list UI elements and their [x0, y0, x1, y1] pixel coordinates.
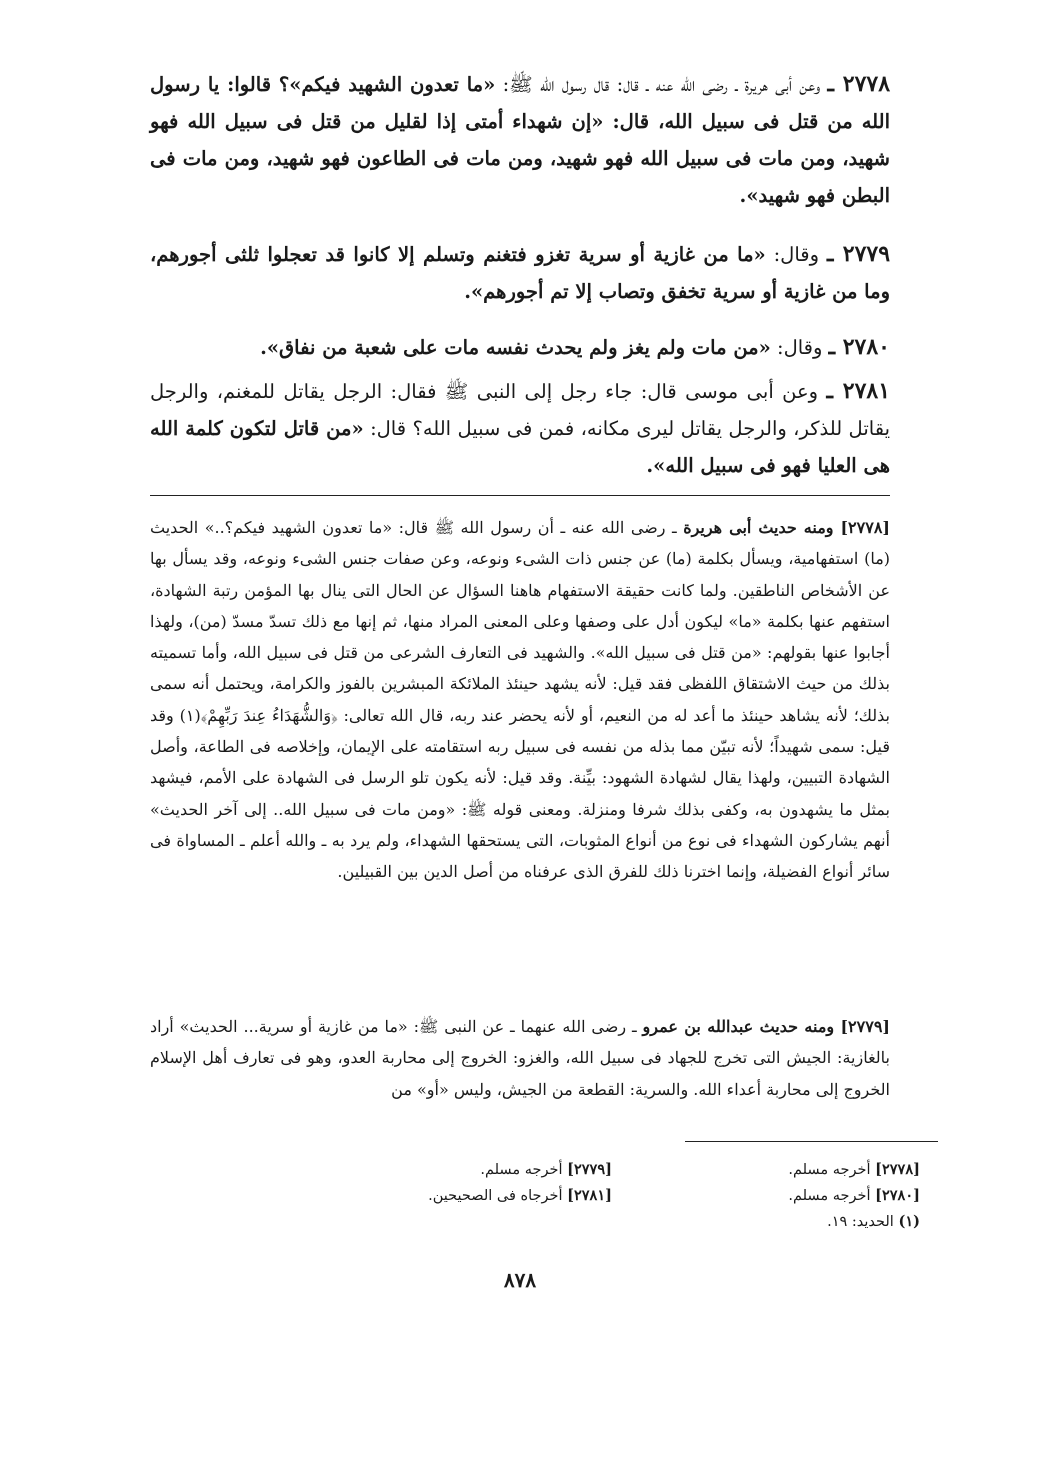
hadith-2781: [150, 373, 890, 484]
commentary-reference: [٢٧٧٩] ومنه حديث عبدالله بن عمرو: [642, 1017, 890, 1036]
footnotes-left-column: [392, 1157, 612, 1209]
hadith-text: «من قاتل لتكون كلمة الله هى العليا فهو فى سبيل الله».: [150, 417, 890, 477]
page-number: ٨٧٨: [503, 1268, 537, 1292]
hadith-intro: وقال:: [777, 336, 823, 359]
commentary-2778: [150, 512, 890, 888]
hadith-number: ٢٧٧٨ ـ: [827, 71, 891, 97]
hadith-number: ٢٧٨١ ـ: [826, 378, 891, 404]
footnote-item: [٢٧٧٩] أخرجه مسلم.: [480, 1161, 612, 1178]
hadith-number: ٢٧٧٩ ـ: [826, 241, 891, 267]
commentary-2779: [150, 1011, 890, 1105]
commentary-reference: [٢٧٧٨] ومنه حديث أبى هريرة: [683, 518, 890, 537]
footnote-divider: [685, 1141, 938, 1142]
section-divider: [150, 495, 890, 496]
footnote-item: [٢٧٨٠] أخرجه مسلم.: [788, 1187, 920, 1204]
hadith-intro: وعن أبى هريرة ـ رضى الله عنه ـ قال: قال رسول الله ﷺ:: [502, 73, 821, 96]
hadith-intro: وقال:: [773, 243, 820, 266]
footnote-item: [٢٧٧٨] أخرجه مسلم.: [788, 1161, 920, 1178]
hadith-text: «ما تعدون الشهيد فيكم»؟ قالوا: يا رسول الله من قتل فى سبيل الله، قال: «إن شهداء أمتى إذا لقليل من قتل فى سبيل الله فهو شهيد، ومن مات فى سبيل الله فهو شهيد، ومن مات فى الطاعون فهو شهيد، ومن مات فى البطن فهو شهيد».: [150, 73, 890, 207]
hadith-intro: وعن أبى موسى قال: جاء رجل إلى النبى ﷺ فقال: الرجل يقاتل للمغنم، والرجل يقاتل للذكر، والرجل يقاتل ليرى مكانه، فمن فى سبيل الله؟ قال:: [150, 380, 890, 440]
footnote-item: [٢٧٨١] أخرجاه فى الصحيحين.: [428, 1187, 612, 1204]
hadith-2778: [150, 66, 890, 214]
footnotes-right-column: [670, 1157, 920, 1235]
hadith-text: «من مات ولم يغز ولم يحدث نفسه مات على شعبة من نفاق».: [260, 336, 771, 359]
commentary-text: ـ رضى الله عنه ـ أن رسول الله ﷺ قال: «ما تعدون الشهيد فيكم؟..» الحديث (ما) استفهامية، ويسأل بكلمة (ما) عن جنس ذات الشىء ونوعه، وعن صفات جنس الشىء ونوعه، وقد يسأل بها عن الأشخاص الناطقين. ولما كانت حقيقة الاستفهام هاهنا السؤال عن الحال التى ينال بها المؤمن رتبة الشهادة، استفهم عنها بكلمة «ما» ليكون أدل على وصفها وعلى المعنى المراد منها، ثم إنها مع ذلك تسدّ مسدّ (من)، ولهذا أجابوا عنها بقولهم: «من قتل فى سبيل الله». والشهيد فى التعارف الشرعى من قتل فى سبيل الله، وأما تسميته بذلك من حيث الاشتقاق اللفظى فقد قيل: لأنه يشهد حينئذ الملائكة المبشرين بالفوز والكرامة، ويحتمل أنه سمى بذلك؛ لأنه يشاهد حينئذ ما أعد له من النعيم، أو لأنه يحضر عند ربه، قال الله تعالى: ﴿وَالشُّهَدَاءُ عِندَ رَبِّهِمْ﴾(١) وقد قيل: سمى شهيداً؛ لأنه تبيّن مما بذله من نفسه فى سبيل ربه استقامته على الإيمان، وإخلاصه فى الطاعة، وأصل الشهادة التبيين، ولهذا يقال لشهادة الشهود: بيِّنة. وقد قيل: لأنه يكون تلو الرسل فى الشهادة على الأمم، فيشهد بمثل ما يشهدون به، وكفى بذلك شرفا ومنزلة. ومعنى قوله ﷺ: «ومن مات فى سبيل الله.. إلى آخر الحديث» أنهم يشاركون الشهداء فى نوع من أنواع المثوبات، التى يستحقها الشهداء، ولم يرد به ـ والله أعلم ـ المساواة فى سائر أنواع الفضيلة، وإنما اخترنا ذلك للفرق الذى عرفناه من أصل الدين بين القبيلين.: [150, 518, 891, 882]
commentary-text: ـ رضى الله عنهما ـ عن النبى ﷺ: «ما من غازية أو سرية... الحديث» أراد بالغازية: الجيش التى تخرج للجهاد فى سبيل الله، والغزو: الخروج إلى محاربة العدو، وهو فى تعارف أهل الإسلام الخروج إلى محاربة أعداء الله. والسرية: القطعة من الجيش، وليس «أو» من: [150, 1017, 890, 1099]
hadith-text: «ما من غازية أو سرية تغزو فتغنم وتسلم إلا كانوا قد تعجلوا ثلثى أجورهم، وما من غازية أو سرية تخفق وتصاب إلا تم أجورهم».: [150, 243, 890, 303]
footnote-item: (١) الحديد: ١٩.: [827, 1213, 920, 1230]
hadith-number: ٢٧٨٠ ـ: [828, 334, 890, 360]
hadith-2780: [150, 329, 890, 366]
hadith-2779: [150, 236, 890, 310]
